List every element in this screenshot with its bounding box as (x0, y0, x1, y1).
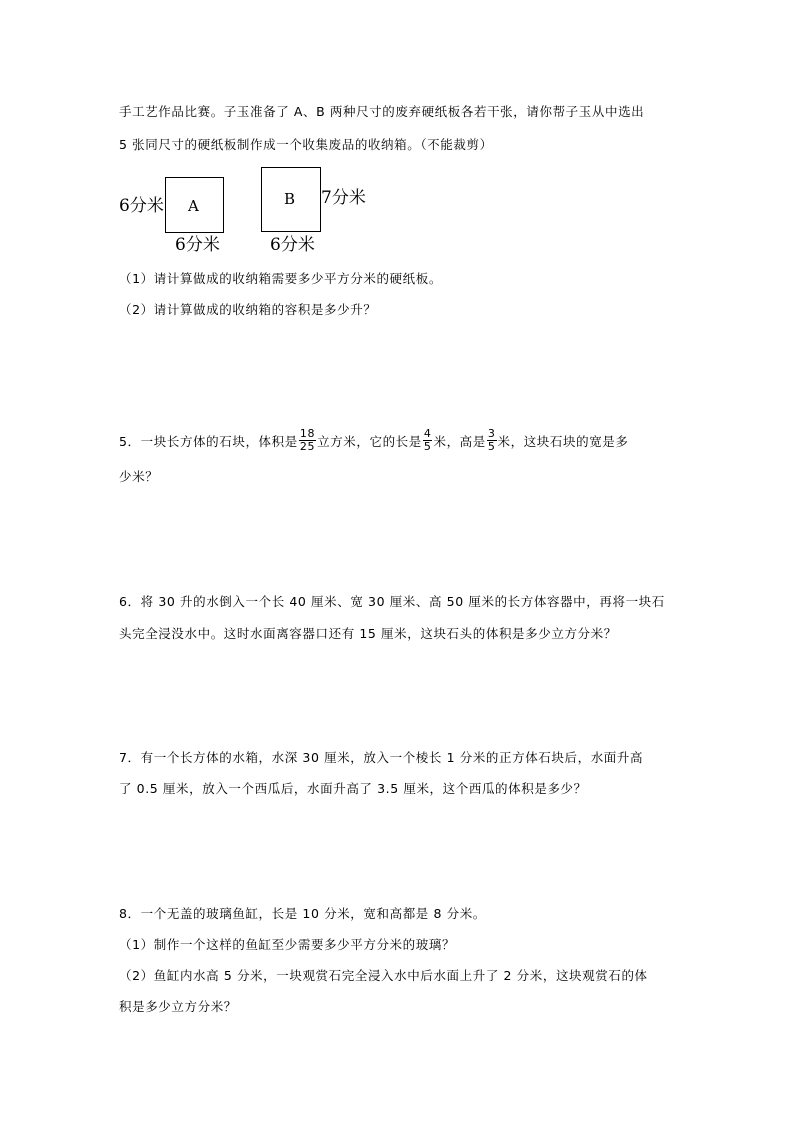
board-a-rect (165, 177, 224, 233)
q4-sub-2: （2）请计算做成的收纳箱的容积是多少升？ (119, 302, 377, 317)
board-a-label: A (188, 197, 199, 215)
board-b-label: B (284, 190, 296, 208)
q8-sub-1: （1）制作一个这样的鱼缸至少需要多少平方分米的玻璃？ (119, 937, 456, 952)
q5-text-4: 米，这块石块的宽是多 (497, 434, 629, 449)
q5-fraction-volume-num: 18 (299, 427, 316, 440)
q8-sub-2b: 积是多少立方分米？ (119, 999, 237, 1014)
board-a-side-label: 6分米 (119, 196, 164, 216)
q5-fraction-height-den: 5 (487, 440, 496, 453)
q5-text-1: 5．一块长方体的石块，体积是 (119, 434, 298, 449)
q5-fraction-length-num: 4 (423, 427, 432, 440)
q5-fraction-height (487, 428, 497, 453)
q7-line-2: 了 0.5 厘米，放入一个西瓜后，水面升高了 3.5 厘米，这个西瓜的体积是多少？ (119, 781, 587, 796)
intro-line-2: 5 张同尺寸的硬纸板制作成一个收集废品的收纳箱。（不能裁剪） (119, 137, 493, 152)
q6-line-1: 6．将 30 升的水倒入一个长 40 厘米、宽 30 厘米、高 50 厘米的长方体容器中，再将一块石 (119, 594, 665, 609)
board-b-bottom-label: 6分米 (270, 235, 315, 255)
q5-line-2: 少米？ (119, 469, 159, 484)
q5-text-2: 立方米，它的长是 (317, 434, 422, 449)
q5-fraction-volume (299, 428, 316, 453)
q8-line-1: 8．一个无盖的玻璃鱼缸，长是 10 分米，宽和高都是 8 分米。 (119, 906, 486, 921)
q5-fraction-length-den: 5 (423, 440, 432, 453)
q5-fraction-length (423, 428, 433, 453)
q8-sub-2a: （2）鱼缸内水高 5 分米，一块观赏石完全浸入水中后水面上升了 2 分米，这块观赏石的体 (119, 968, 648, 983)
board-a-bottom-label: 6分米 (175, 235, 220, 255)
board-b-rect (261, 167, 321, 232)
q6-line-2: 头完全浸没水中。这时水面离容器口还有 15 厘米，这块石头的体积是多少立方分米？ (119, 626, 617, 641)
q4-sub-1: （1）请计算做成的收纳箱需要多少平方分米的硬纸板。 (119, 271, 442, 286)
q5-line-1 (119, 427, 679, 455)
intro-line-1: 手工艺作品比赛。子玉准备了 A、B 两种尺寸的废弃硬纸板各若干张，请你帮子玉从中选出 (119, 104, 645, 119)
q5-fraction-height-num: 3 (487, 427, 496, 440)
q7-line-1: 7．有一个长方体的水箱，水深 30 厘米，放入一个棱长 1 分米的正方体石块后，水面升高 (119, 750, 644, 765)
q5-text-3: 米，高是 (433, 434, 486, 449)
board-b-side-label: 7分米 (321, 188, 366, 208)
q5-fraction-volume-den: 25 (299, 440, 316, 453)
